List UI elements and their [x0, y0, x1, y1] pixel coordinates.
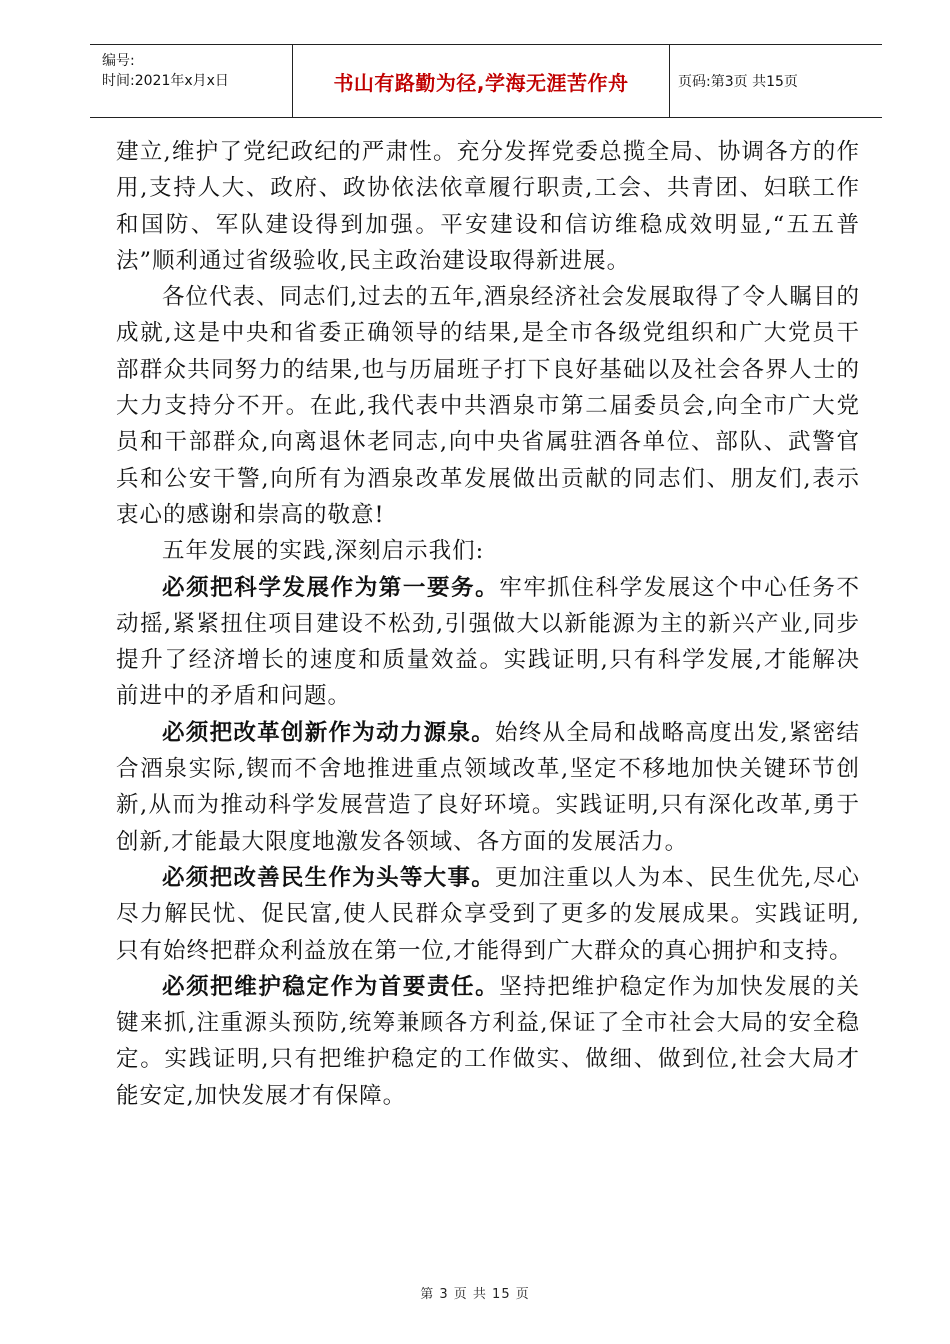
paragraph-heading: 必须把维护稳定作为首要责任。: [162, 973, 500, 1000]
paragraph: 五年发展的实践,深刻启示我们:: [162, 538, 485, 565]
document-time-label: 时间:2021年x月x日: [102, 73, 229, 89]
header-page-cell: [670, 45, 882, 117]
header-motto-cell: [293, 45, 670, 117]
paragraph-text: 更加注重以人为本、民生优先,尽心尽力解民忧、促民富,使人民群众享受到了更多的发展成果。实践证明,只有始终把群众利益放在第一位,才能得到广大群众的真心拥护和支持。: [116, 864, 860, 964]
paragraph-heading: 必须把改善民生作为头等大事。: [162, 864, 496, 891]
page-header: [90, 44, 882, 118]
footer-page-number: 第 3 页 共 15 页: [420, 1287, 530, 1302]
paragraph-text: 坚持把维护稳定作为加快发展的关键来抓,注重源头预防,统筹兼顾各方利益,保证了全市社会大局的安全稳定。实践证明,只有把维护稳定的工作做实、做细、做到位,社会大局才能安定,加快发展才有保障。: [116, 973, 860, 1109]
paragraph: 建立,维护了党纪政纪的严肃性。充分发挥党委总揽全局、协调各方的作用,支持人大、政府、政协依法依章履行职责,工会、共青团、妇联工作和国防、军队建设得到加强。平安建设和信访维稳成效明显,“五五普法”顺利通过省级验收,民主政治建设取得新进展。: [116, 139, 860, 274]
paragraph: [116, 860, 860, 969]
header-meta-cell: [90, 45, 293, 117]
paragraph: [116, 969, 860, 1114]
paragraph: [116, 570, 860, 715]
paragraph: 各位代表、同志们,过去的五年,酒泉经济社会发展取得了令人瞩目的成就,这是中央和省委正确领导的结果,是全市各级党组织和广大党员干部群众共同努力的结果,也与历届班子打下良好基础以及社会各界人士的大力支持分不开。在此,我代表中共酒泉市第二届委员会,向全市广大党员和干部群众,向离退休老同志,向中央省属驻酒各单位、部队、武警官兵和公安干警,向所有为酒泉改革发展做出贡献的同志们、朋友们,表示衷心的感谢和崇高的敬意!: [116, 284, 860, 528]
paragraph-heading: 必须把科学发展作为第一要务。: [162, 574, 500, 601]
paragraph-heading: 必须把改革创新作为动力源泉。: [162, 719, 496, 746]
paragraph-text: 始终从全局和战略高度出发,紧密结合酒泉实际,锲而不舍地推进重点领域改革,坚定不移地加快关键环节创新,从而为推动科学发展营造了良好环境。实践证明,只有深化改革,勇于创新,才能最大限度地激发各领域、各方面的发展活力。: [116, 719, 860, 855]
header-motto: 书山有路勤为径,学海无涯苦作舟: [333, 70, 629, 95]
document-number-label: 编号:: [102, 53, 135, 69]
page-footer: [0, 1283, 950, 1302]
document-body: [116, 134, 860, 1114]
header-page-info: 页码:第3页 共15页: [678, 74, 798, 90]
paragraph: [116, 715, 860, 860]
paragraph-text: 牢牢抓住科学发展这个中心任务不动摇,紧紧扭住项目建设不松劲,引强做大以新能源为主的新兴产业,同步提升了经济增长的速度和质量效益。实践证明,只有科学发展,才能解决前进中的矛盾和问题。: [116, 574, 860, 710]
